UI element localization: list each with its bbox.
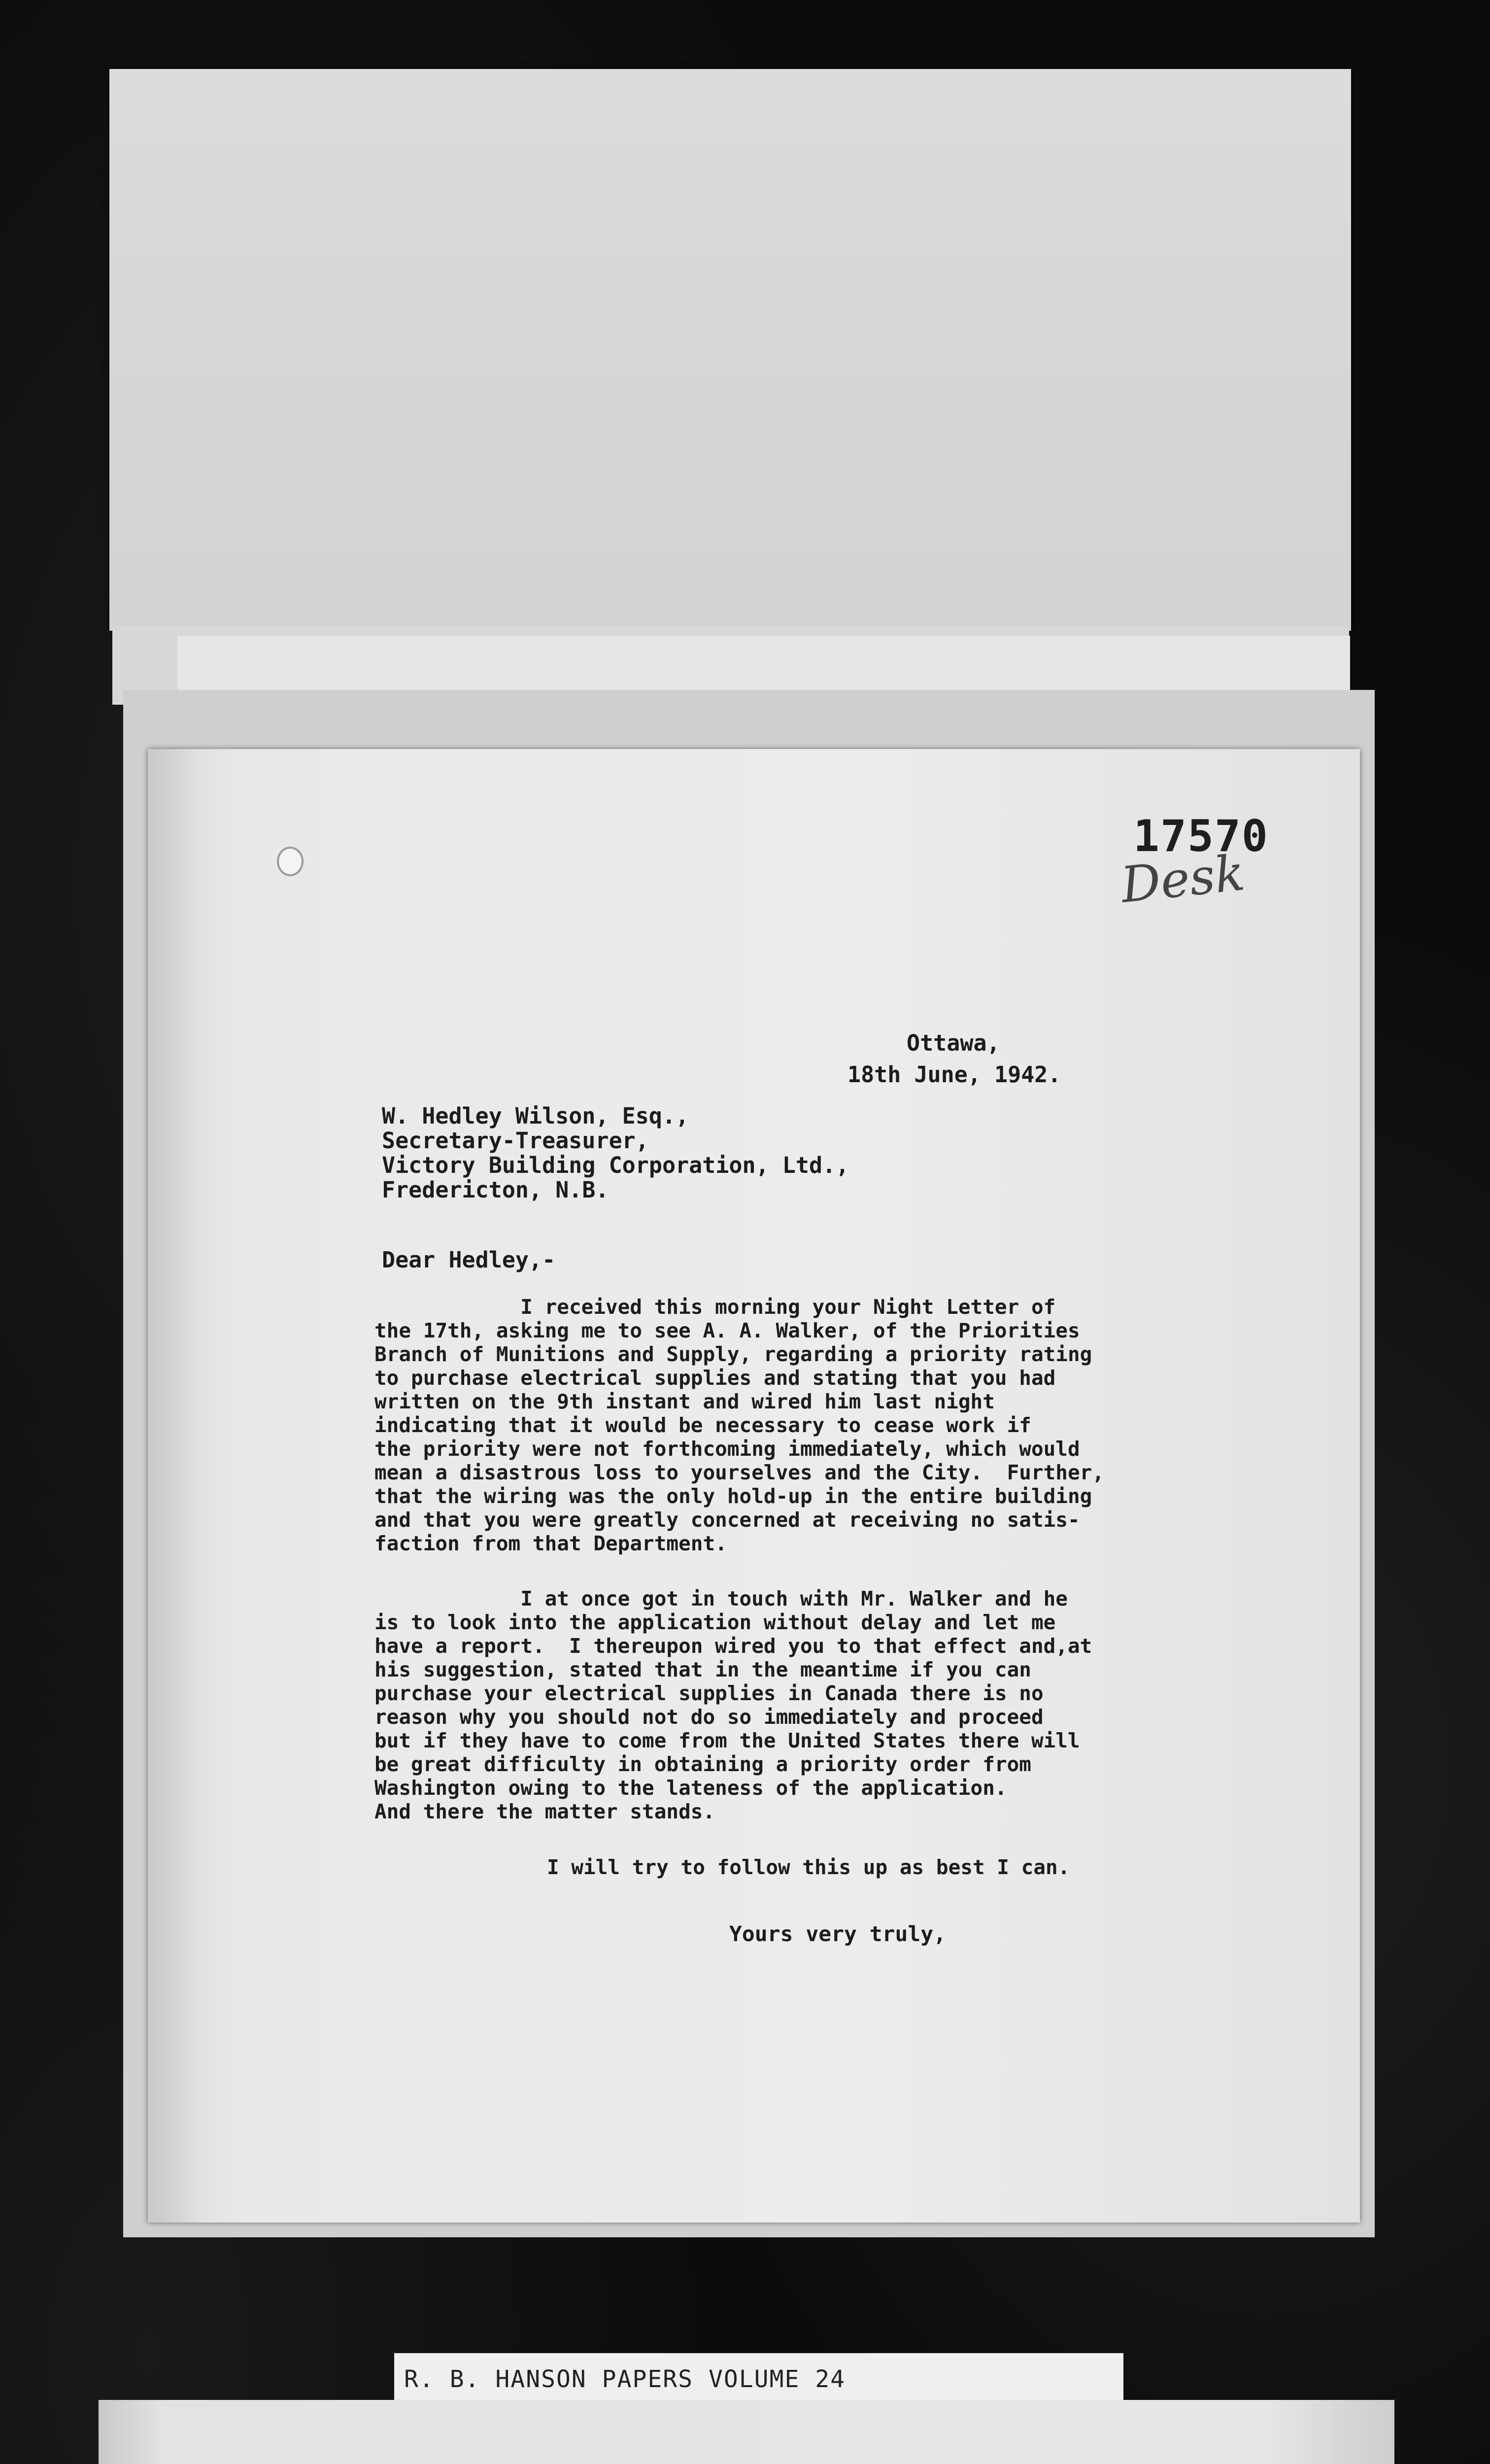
text-line: indicating that it would be necessary to cease work if: [374, 1413, 1031, 1437]
addressee-line: Victory Building Corporation, Ltd.,: [382, 1152, 849, 1178]
salutation: Dear Hedley,-: [382, 1247, 556, 1273]
text-line: I received this morning your Night Letter of: [374, 1295, 1056, 1319]
text-line: his suggestion, stated that in the meantime if you can: [374, 1658, 1031, 1681]
text-line: reason why you should not do so immediately and proceed: [374, 1705, 1044, 1729]
text-line: to purchase electrical supplies and stating that you had: [374, 1366, 1056, 1390]
dateline-city: Ottawa,: [907, 1030, 1000, 1056]
dateline: [847, 1027, 1061, 1091]
paragraph-2: [374, 1587, 1114, 1823]
text-line: that the wiring was the only hold-up in the entire building: [374, 1484, 1092, 1508]
text-line: Washington owing to the lateness of the application.: [374, 1776, 1007, 1800]
text-line: and that you were greatly concerned at receiving no satis-: [374, 1508, 1080, 1532]
text-line: I at once got in touch with Mr. Walker and he: [374, 1587, 1068, 1610]
punch-hole: [277, 847, 304, 876]
text-line: have a report. I thereupon wired you to that effect and,at: [374, 1634, 1092, 1658]
closing: Yours very truly,: [729, 1922, 947, 1947]
text-line: faction from that Department.: [374, 1532, 727, 1555]
text-line: but if they have to come from the United States there will: [374, 1729, 1080, 1752]
text-line: the priority were not forthcoming immediately, which would: [374, 1437, 1080, 1461]
text-line: mean a disastrous loss to yourselves and the City. Further,: [374, 1461, 1105, 1484]
text-line: be great difficulty in obtaining a priority order from: [374, 1752, 1031, 1776]
archives-card: [99, 2400, 1394, 2464]
addressee-block: [382, 1104, 849, 1202]
addressee-line: Fredericton, N.B.: [382, 1177, 609, 1203]
paragraph-3: I will try to follow this up as best I can.: [547, 1855, 1070, 1879]
letter-page-edge: [148, 749, 202, 2223]
text-line: And there the matter stands.: [374, 1800, 715, 1823]
text-line: written on the 9th instant and wired him last night: [374, 1390, 995, 1413]
back-sheet: [109, 69, 1351, 631]
text-line: purchase your electrical supplies in Canada there is no: [374, 1681, 1044, 1705]
addressee-line: W. Hedley Wilson, Esq.,: [382, 1103, 689, 1129]
volume-label-text: R. B. HANSON PAPERS VOLUME 24: [404, 2365, 846, 2393]
document-number: 17570: [1133, 811, 1269, 861]
text-line: Branch of Munitions and Supply, regarding a priority rating: [374, 1342, 1092, 1366]
paragraph-1: [374, 1295, 1114, 1555]
addressee-line: Secretary-Treasurer,: [382, 1128, 649, 1154]
text-line: the 17th, asking me to see A. A. Walker, of the Priorities: [374, 1319, 1080, 1342]
dateline-date: 18th June, 1942.: [847, 1061, 1061, 1088]
handwritten-note: Desk: [1118, 844, 1248, 914]
text-line: is to look into the application without delay and let me: [374, 1610, 1056, 1634]
